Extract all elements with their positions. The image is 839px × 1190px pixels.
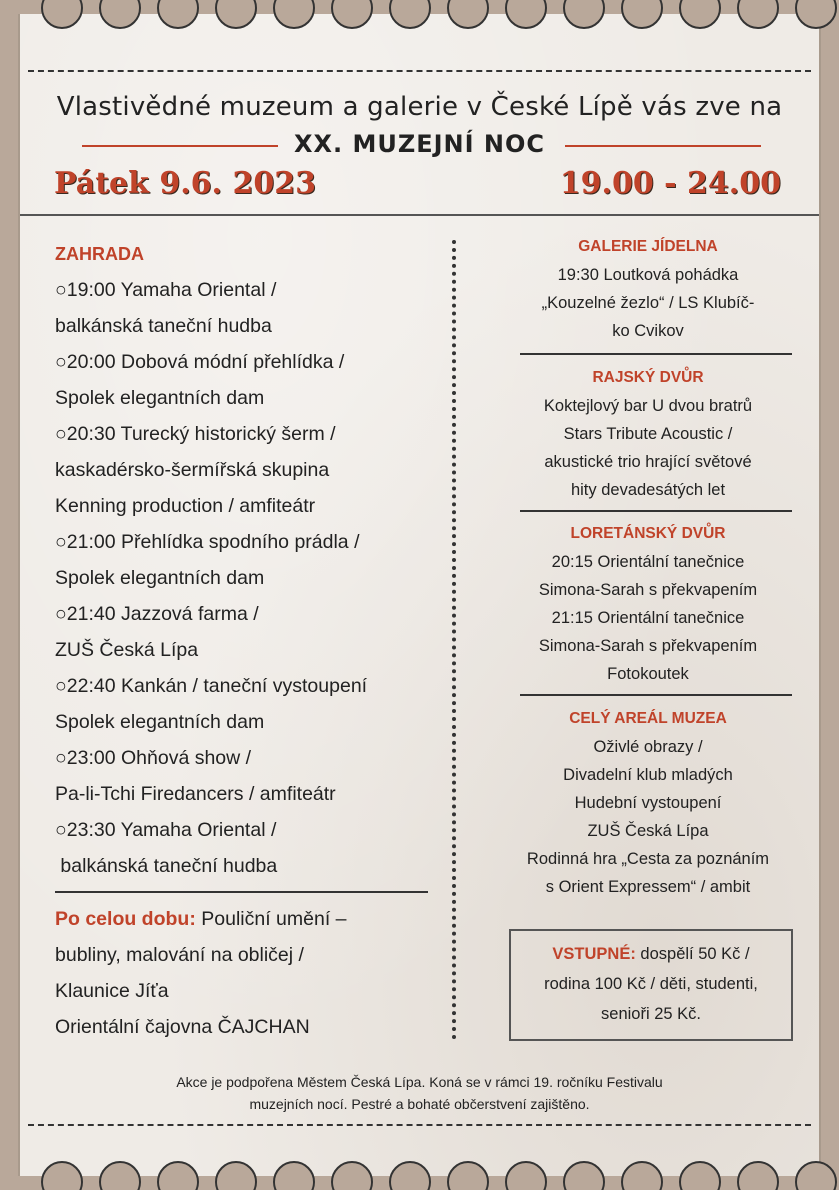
section-heading: GALERIE JÍDELNA — [578, 238, 718, 255]
scallop-notch — [448, 0, 488, 28]
all-day-line: bubliny, malování na obličej / — [55, 944, 304, 966]
scallop-notch — [738, 0, 778, 28]
program-line: Spolek elegantních dam — [55, 711, 265, 733]
section-line: Oživlé obrazy / — [593, 738, 703, 756]
program-line: Kenning production / amfiteátr — [55, 495, 316, 517]
program-line: balkánská taneční hudba — [55, 315, 272, 337]
admission-box — [509, 929, 793, 1041]
event-date: Pátek 9.6. 2023 — [54, 166, 316, 201]
section-line: Simona-Sarah s překvapením — [538, 581, 758, 599]
right-divider — [520, 694, 792, 696]
scallop-notch — [448, 1162, 488, 1190]
section-line: Divadelní klub mladých — [563, 766, 733, 784]
scallop-notch — [216, 1162, 256, 1190]
scallop-notch — [796, 0, 836, 28]
all-day-program — [55, 901, 435, 1045]
program-line: Spolek elegantních dam — [55, 387, 265, 409]
program-line: ○20:00 Dobová módní přehlídka / — [55, 351, 345, 373]
scallop-notch — [390, 0, 430, 28]
right-divider — [520, 353, 792, 355]
section-line: Rodinná hra „Cesta za poznáním — [526, 850, 770, 868]
scallop-notch — [622, 1162, 662, 1190]
section-line: Fotokoutek — [607, 665, 689, 683]
all-day-line: Klaunice Jíťa — [55, 980, 169, 1002]
section-galerie-jidelna — [500, 233, 796, 345]
scallop-notch — [622, 0, 662, 28]
scallop-notch — [158, 0, 198, 28]
program-line: ○22:40 Kankán / taneční vystoupení — [55, 675, 368, 697]
section-line: Koktejlový bar U dvou bratrů — [543, 397, 753, 415]
garden-program — [55, 236, 435, 884]
section-line: ZUŠ Česká Lípa — [587, 822, 709, 840]
program-line: balkánská taneční hudba — [55, 855, 278, 877]
footer-line: muzejních nocí. Pestré a bohaté občerstvení zajištěno. — [249, 1096, 590, 1112]
all-day-line: Orientální čajovna ČAJCHAN — [55, 1016, 310, 1038]
right-divider — [520, 510, 792, 512]
scallop-notch — [796, 1162, 836, 1190]
section-cely-areal — [500, 705, 796, 901]
scallop-notch — [332, 1162, 372, 1190]
top-scallop-edge — [0, 0, 839, 40]
scallop-notch — [390, 1162, 430, 1190]
column-divider — [452, 240, 456, 1040]
scallop-notch — [680, 1162, 720, 1190]
section-rajsky-dvur — [500, 364, 796, 504]
section-line: 20:15 Orientální tanečnice — [551, 553, 745, 571]
scallop-notch — [506, 0, 546, 28]
admission-line: senioři 25 Kč. — [601, 1005, 701, 1023]
admission-label: VSTUPNÉ: — [552, 945, 636, 963]
all-day-label: Po celou dobu: — [55, 908, 196, 930]
bottom-scallop-edge — [0, 1150, 839, 1190]
section-line: „Kouzelné žezlo“ / LS Klubíč- — [541, 294, 755, 312]
section-heading: RAJSKÝ DVŮR — [592, 369, 704, 386]
scallop-notch — [332, 0, 372, 28]
program-line: Pa-li-Tchi Firedancers / amfiteátr — [55, 783, 336, 805]
event-time: 19.00 - 24.00 — [559, 166, 781, 201]
program-line: kaskadérsko-šermířská skupina — [55, 459, 330, 481]
right-red-rule — [565, 145, 761, 147]
scallop-notch — [100, 1162, 140, 1190]
scallop-notch — [100, 0, 140, 28]
section-heading: LORETÁNSKÝ DVŮR — [570, 525, 726, 542]
scallop-notch — [274, 0, 314, 28]
section-line: Stars Tribute Acoustic / — [563, 425, 733, 443]
program-line: ○23:00 Ohňová show / — [55, 747, 252, 769]
garden-heading: ZAHRADA — [55, 244, 144, 264]
section-line: 21:15 Orientální tanečnice — [551, 609, 745, 627]
garden-divider — [55, 891, 428, 893]
program-line: ZUŠ Česká Lípa — [55, 639, 199, 661]
scallop-notch — [42, 0, 82, 28]
scallop-notch — [274, 1162, 314, 1190]
program-line: ○21:00 Přehlídka spodního prádla / — [55, 531, 360, 553]
program-line: Spolek elegantních dam — [55, 567, 265, 589]
top-dashed-line — [28, 70, 811, 72]
section-line: Simona-Sarah s překvapením — [538, 637, 758, 655]
header-divider — [20, 214, 819, 216]
section-line: 19:30 Loutková pohádka — [557, 266, 739, 284]
program-line: ○19:00 Yamaha Oriental / — [55, 279, 277, 301]
section-line: akustické trio hrající světové — [544, 453, 752, 471]
section-line: s Orient Expressem“ / ambit — [545, 878, 751, 896]
scallop-notch — [216, 0, 256, 28]
scallop-notch — [738, 1162, 778, 1190]
section-line: hity devadesátých let — [570, 481, 726, 499]
section-line: Hudební vystoupení — [574, 794, 722, 812]
program-line: ○23:30 Yamaha Oriental / — [55, 819, 277, 841]
scallop-notch — [506, 1162, 546, 1190]
scallop-notch — [564, 0, 604, 28]
bottom-dashed-line — [28, 1124, 811, 1126]
section-line: ko Cvikov — [612, 322, 684, 340]
scallop-notch — [158, 1162, 198, 1190]
scallop-notch — [680, 0, 720, 28]
admission-line: rodina 100 Kč / děti, studenti, — [544, 975, 758, 993]
scallop-notch — [42, 1162, 82, 1190]
all-day-first-line: Pouliční umění – — [195, 908, 347, 930]
event-name: XX. MUZEJNÍ NOC — [293, 130, 546, 158]
section-loretansky-dvur — [500, 520, 796, 688]
admission-line: dospělí 50 Kč / — [635, 945, 750, 963]
invitation-title: Vlastivědné muzeum a galerie v České Lípě vás zve na — [56, 92, 783, 122]
program-line: ○21:40 Jazzová farma / — [55, 603, 259, 625]
program-line: ○20:30 Turecký historický šerm / — [55, 423, 336, 445]
scallop-notch — [564, 1162, 604, 1190]
footer-note — [0, 1071, 839, 1115]
footer-line: Akce je podpořena Městem Česká Lípa. Koná se v rámci 19. ročníku Festivalu — [176, 1074, 663, 1090]
section-heading: CELÝ AREÁL MUZEA — [569, 710, 727, 727]
